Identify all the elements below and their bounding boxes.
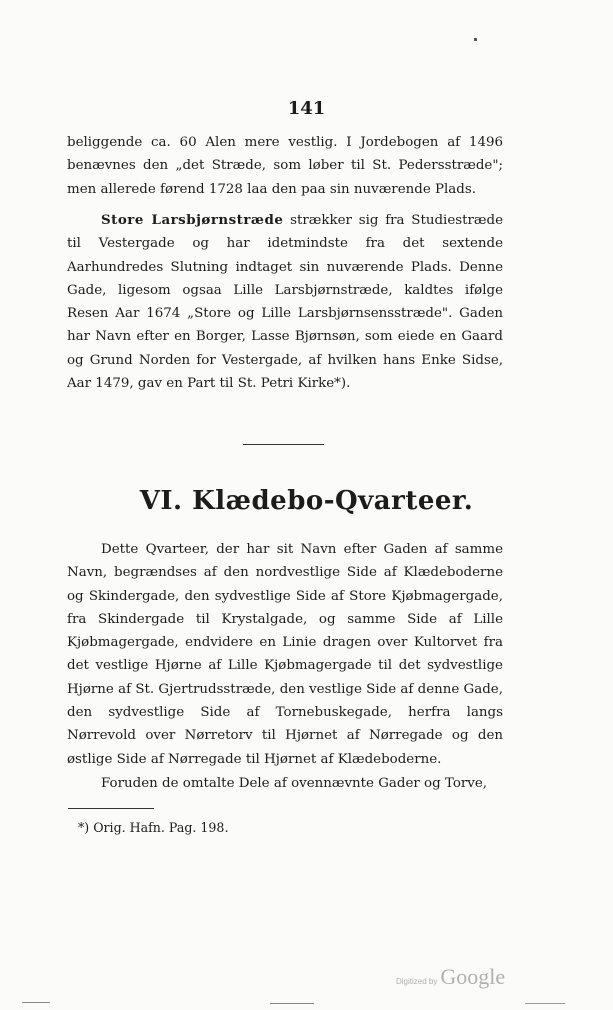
paragraph-quarter-description [67, 538, 503, 771]
digitized-by-google-watermark [396, 964, 505, 990]
scan-speck [525, 1003, 565, 1004]
scan-speck [270, 1003, 314, 1004]
scan-speck [22, 1002, 50, 1003]
scan-speck [474, 38, 477, 41]
chapter-title: VI. Klædebo-Qvarteer. [139, 486, 474, 516]
paragraph-last-line [67, 772, 503, 795]
watermark-small-text: Digitized by [396, 977, 438, 986]
paragraph-continuation [67, 131, 503, 201]
footnote: *) Orig. Hafn. Pag. 198. [78, 820, 229, 835]
paragraph-text: beliggende ca. 60 Alen mere vestlig. I Jordebogen af 1496 benævnes den „det Stræde, som løber til St. Pedersstræde"; men allerede førend 1728 laa den paa sin nuværende Plads. [67, 135, 503, 197]
page-number: 141 [287, 98, 326, 119]
paragraph-text: Dette Qvarteer, der har sit Navn efter Gaden af samme Navn, begrændses af den nordvestlige Side af Klædeboderne og Skindergade, den sydvestlige Side af Store Kjøbmagergade, fra Skindergade til Krystalgade, og samme Side af Lille Kjøbmagergade, endvidere en Linie dragen over Kultorvet fra det vestlige Hjørne af Lille Kjøbmagergade til det sydvestlige Hjørne af St. Gjertrudsstræde, den vestlige Side af denne Gade, den sydvestlige Side af Tornebuskegade, herfra langs Nørrevold over Nørretorv til Hjørnet af Nørregade og den østlige Side af Nørregade til Hjørnet af Klædeboderne. [67, 542, 503, 767]
section-divider [243, 444, 324, 445]
street-name-heading: Store Larsbjørnstræde [101, 212, 284, 228]
footnote-divider [68, 808, 154, 809]
paragraph-text: Foruden de omtalte Dele af ovennævnte Gader og Torve, [101, 776, 488, 791]
paragraph-text: strækker sig fra Studiestræde til Vestergade og har idetmindste fra det sextende Aarhundredes Slutning indtaget sin nuværende Plads. Denne Gade, ligesom ogsaa Lille Larsbjørnstræde, kaldtes ifølge Resen Aar 1674 „Store og Lille Larsbjørnsensstræde". Gaden har Navn efter en Borger, Lasse Bjørnsøn, som eiede en Gaard og Grund Norden for Vestergade, af hvilken hans Enke Sidse, Aar 1479, gav en Part til St. Petri Kirke*). [67, 213, 503, 392]
paragraph-store-larsbjornstraede [67, 209, 503, 395]
google-logo: Google [440, 964, 506, 989]
